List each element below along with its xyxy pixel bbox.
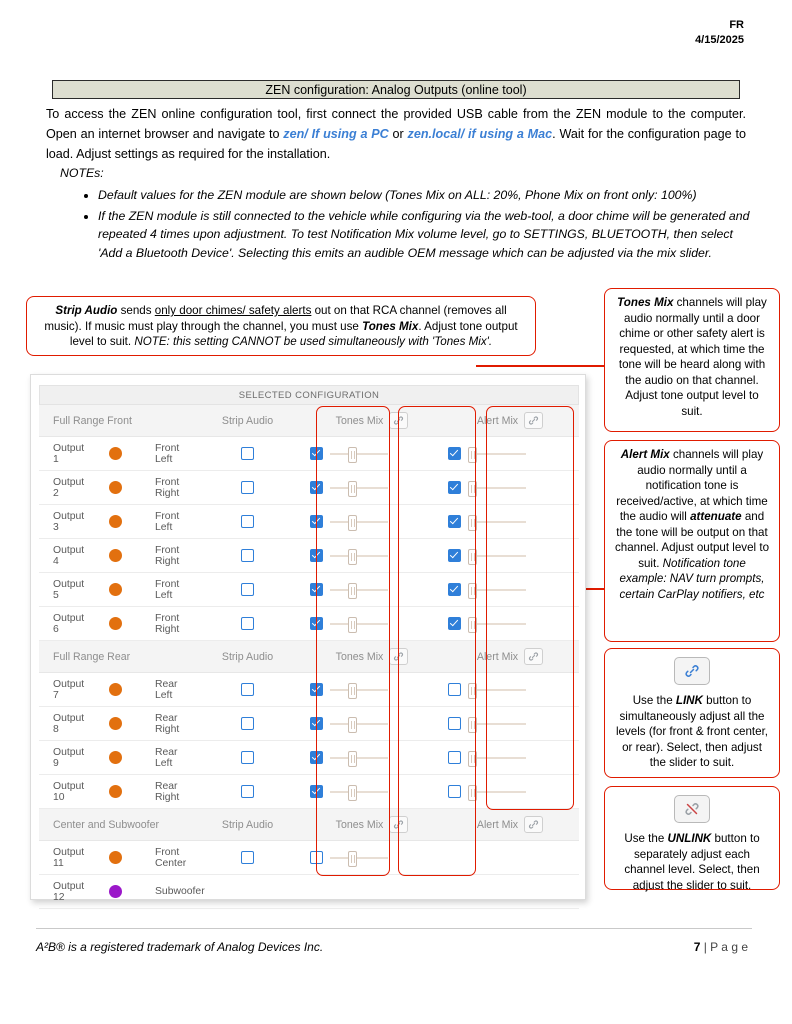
callout-unlink-text-a: Use the <box>624 832 668 845</box>
footer-page <box>694 940 748 954</box>
output-color-dot-cell <box>90 775 141 809</box>
slider-knob[interactable] <box>348 683 357 699</box>
mix-slider[interactable] <box>468 481 526 495</box>
strip-audio-checkbox[interactable] <box>241 583 254 596</box>
mix-slider[interactable] <box>468 447 526 461</box>
output-label: Front Center <box>141 841 192 875</box>
alert-mix-checkbox[interactable] <box>448 717 461 730</box>
header-date: 4/15/2025 <box>695 34 744 46</box>
output-name: Output 11 <box>39 841 90 875</box>
callout-strip-audio-note: NOTE: this setting CANNOT be used simultaneously with 'Tones Mix'. <box>134 335 493 348</box>
output-color-dot-cell <box>90 539 141 573</box>
group-header-row <box>39 405 579 437</box>
connector-tones <box>476 365 604 367</box>
callout-alert-mix-text-b: and the tone will be output on that channel. Adjust output level to suit. <box>614 510 770 570</box>
mix-slider[interactable] <box>468 515 526 529</box>
alert-link-toggle-icon[interactable] <box>524 648 543 665</box>
column-header-tones-mix: Tones Mix <box>303 641 441 673</box>
slider-knob[interactable] <box>348 447 357 463</box>
output-color-dot-cell <box>90 707 141 741</box>
strip-audio-checkbox[interactable] <box>241 447 254 460</box>
slider-knob[interactable] <box>468 617 477 633</box>
group-header-row <box>39 641 579 673</box>
column-header-alert-mix: Alert Mix <box>441 405 579 437</box>
output-name: Output 2 <box>39 471 90 505</box>
strip-audio-checkbox[interactable] <box>241 717 254 730</box>
link-mac[interactable]: zen.local/ if using a Mac <box>407 127 553 141</box>
tones-mix-checkbox[interactable] <box>310 851 323 864</box>
output-label: Rear Right <box>141 775 192 809</box>
column-header-tones-mix: Tones Mix <box>303 809 441 841</box>
mix-slider[interactable] <box>468 617 526 631</box>
strip-audio-cell <box>192 673 303 707</box>
tones-mix-checkbox[interactable] <box>310 751 323 764</box>
callout-strip-audio-name: Strip Audio <box>55 304 118 317</box>
mix-slider[interactable] <box>330 717 388 731</box>
alert-mix-cell <box>441 617 579 631</box>
strip-audio-checkbox[interactable] <box>241 549 254 562</box>
strip-audio-checkbox[interactable] <box>241 481 254 494</box>
notes-list <box>74 186 758 264</box>
callout-link-text-b: button to simultaneously adjust all the levels (for front & front center, or rear). Select, then adjust the slider to suit. <box>615 694 769 769</box>
output-name: Output 4 <box>39 539 90 573</box>
callout-strip-audio <box>26 296 536 356</box>
callout-unlink-name: UNLINK <box>667 832 712 845</box>
group-title: Full Range Front <box>39 405 192 437</box>
output-color-dot-cell <box>90 741 141 775</box>
strip-audio-checkbox[interactable] <box>241 515 254 528</box>
slider-knob[interactable] <box>348 785 357 801</box>
callout-link <box>604 648 780 778</box>
output-label: Front Left <box>141 437 192 471</box>
table-row <box>39 841 579 875</box>
output-color-dot <box>109 717 122 730</box>
mix-slider[interactable] <box>330 515 388 529</box>
mix-slider[interactable] <box>330 447 388 461</box>
mix-slider[interactable] <box>468 751 526 765</box>
output-label: Front Right <box>141 539 192 573</box>
intro-text-part1: To access the ZEN online configuration tool, first connect the provided USB cable from the ZEN module to the computer. Open an internet browser and navigate to <box>46 107 746 141</box>
column-header-alert-mix: Alert Mix <box>441 809 579 841</box>
output-color-dot-cell <box>90 841 141 875</box>
strip-audio-cell <box>192 875 303 909</box>
footer-trademark: A²B® is a registered trademark of Analog Devices Inc. <box>36 940 324 954</box>
alert-mix-cell <box>441 481 579 495</box>
output-color-dot-cell <box>90 673 141 707</box>
mix-slider[interactable] <box>468 785 526 799</box>
slider-knob[interactable] <box>348 515 357 531</box>
output-label: Rear Left <box>141 673 192 707</box>
slider-knob[interactable] <box>468 549 477 565</box>
tones-mix-cell <box>303 583 441 597</box>
slider-knob[interactable] <box>468 481 477 497</box>
strip-audio-checkbox[interactable] <box>241 785 254 798</box>
group-title: Full Range Rear <box>39 641 192 673</box>
mix-slider[interactable] <box>468 549 526 563</box>
output-color-dot-cell <box>90 437 141 471</box>
alert-mix-cell <box>441 447 579 461</box>
output-color-dot <box>109 583 122 596</box>
tones-mix-checkbox[interactable] <box>310 549 323 562</box>
alert-mix-cell <box>441 515 579 529</box>
strip-audio-cell <box>192 775 303 809</box>
slider-knob[interactable] <box>468 751 477 767</box>
column-header-strip-audio: Strip Audio <box>192 809 303 841</box>
output-label: Front Right <box>141 607 192 641</box>
footer-page-word: | P a g e <box>703 940 748 954</box>
output-color-dot-cell <box>90 875 141 909</box>
slider-track <box>330 689 388 691</box>
alert-link-toggle-icon[interactable] <box>524 816 543 833</box>
callout-tones-mix-name: Tones Mix <box>617 296 674 309</box>
callout-tones-mix <box>604 288 780 432</box>
tones-mix-cell <box>303 851 441 865</box>
callout-strip-audio-tones-mix: Tones Mix <box>362 319 419 333</box>
strip-audio-cell <box>192 471 303 505</box>
table-row <box>39 573 579 607</box>
callout-strip-audio-text-b: out on that RCA channel (removes all music). If music must play through the channel, you must use <box>44 304 507 333</box>
output-color-dot <box>109 549 122 562</box>
callout-link-text-a: Use the <box>632 694 676 707</box>
note-item: • Default values for the ZEN module are shown below (Tones Mix on ALL: 20%, Phone Mix on front only: 100%) <box>98 186 758 205</box>
slider-track <box>330 757 388 759</box>
tones-mix-checkbox[interactable] <box>310 515 323 528</box>
column-header-alert-mix: Alert Mix <box>441 641 579 673</box>
slider-track <box>330 723 388 725</box>
tones-link-toggle-icon[interactable] <box>389 412 408 429</box>
slider-knob[interactable] <box>348 851 357 867</box>
mix-slider[interactable] <box>468 717 526 731</box>
callout-alert-mix-text-a: channels will play audio normally until a notification tone is received/active, at which time the audio will <box>616 448 768 523</box>
output-name: Output 7 <box>39 673 90 707</box>
output-label: Rear Left <box>141 741 192 775</box>
tones-mix-cell <box>303 751 441 765</box>
output-name: Output 1 <box>39 437 90 471</box>
output-name: Output 5 <box>39 573 90 607</box>
alert-mix-checkbox[interactable] <box>448 515 461 528</box>
mix-slider[interactable] <box>330 617 388 631</box>
mix-slider[interactable] <box>330 751 388 765</box>
output-name: Output 8 <box>39 707 90 741</box>
mix-slider[interactable] <box>330 785 388 799</box>
tones-mix-cell <box>303 683 441 697</box>
tones-mix-cell <box>303 481 441 495</box>
tones-mix-cell <box>303 717 441 731</box>
mix-slider[interactable] <box>330 851 388 865</box>
tones-mix-cell <box>303 549 441 563</box>
table-row <box>39 437 579 471</box>
output-color-dot <box>109 851 122 864</box>
slider-track <box>330 555 388 557</box>
slider-track <box>330 623 388 625</box>
footer-divider <box>36 928 752 929</box>
strip-audio-cell <box>192 573 303 607</box>
output-label: Rear Right <box>141 707 192 741</box>
slider-knob[interactable] <box>348 751 357 767</box>
slider-knob[interactable] <box>468 515 477 531</box>
slider-knob[interactable] <box>348 617 357 633</box>
column-header-tones-mix: Tones Mix <box>303 405 441 437</box>
strip-audio-cell <box>192 539 303 573</box>
output-color-dot-cell <box>90 505 141 539</box>
slider-knob[interactable] <box>468 447 477 463</box>
alert-mix-checkbox[interactable] <box>448 785 461 798</box>
output-color-dot <box>109 481 122 494</box>
tones-mix-cell <box>303 617 441 631</box>
intro-text-between: or <box>388 127 408 141</box>
alert-mix-cell <box>441 717 579 731</box>
column-header-strip-audio: Strip Audio <box>192 641 303 673</box>
strip-audio-cell <box>192 841 303 875</box>
slider-track <box>330 453 388 455</box>
document-header <box>695 18 744 48</box>
slider-track <box>330 487 388 489</box>
column-header-strip-audio: Strip Audio <box>192 405 303 437</box>
intro-paragraph <box>46 104 746 164</box>
alert-mix-checkbox[interactable] <box>448 481 461 494</box>
output-label: Front Left <box>141 505 192 539</box>
link-pc[interactable]: zen/ If using a PC <box>283 127 389 141</box>
selected-configuration-header: SELECTED CONFIGURATION <box>39 385 579 405</box>
group-header-row <box>39 809 579 841</box>
callout-alert-mix-emph: attenuate <box>690 510 742 523</box>
slider-knob[interactable] <box>468 717 477 733</box>
slider-track <box>330 589 388 591</box>
tones-mix-checkbox[interactable] <box>310 683 323 696</box>
header-language: FR <box>729 19 744 31</box>
output-color-dot-cell <box>90 471 141 505</box>
slider-knob[interactable] <box>468 583 477 599</box>
tones-link-toggle-icon[interactable] <box>389 648 408 665</box>
output-label: Subwoofer <box>141 875 192 909</box>
callout-strip-audio-text-a: sends <box>117 304 155 317</box>
output-name: Output 9 <box>39 741 90 775</box>
slider-knob[interactable] <box>468 683 477 699</box>
table-row <box>39 539 579 573</box>
table-row <box>39 471 579 505</box>
output-color-dot-cell <box>90 607 141 641</box>
section-title-bar: ZEN configuration: Analog Outputs (online tool) <box>52 80 740 99</box>
tones-mix-checkbox[interactable] <box>310 481 323 494</box>
callout-alert-mix-name: Alert Mix <box>620 448 670 461</box>
slider-track <box>330 521 388 523</box>
unlink-icon <box>674 795 710 823</box>
output-color-dot <box>109 885 122 898</box>
outputs-table <box>39 405 579 909</box>
mix-slider[interactable] <box>330 481 388 495</box>
callout-alert-mix-example: Notification tone example: NAV turn prompts, certain CarPlay notifiers, etc <box>619 556 765 601</box>
alert-mix-checkbox[interactable] <box>448 583 461 596</box>
footer-page-number: 7 <box>693 940 701 954</box>
alert-link-toggle-icon[interactable] <box>524 412 543 429</box>
callout-strip-audio-underline: only door chimes/ safety alerts <box>154 304 312 317</box>
alert-mix-cell <box>441 583 579 597</box>
alert-mix-checkbox[interactable] <box>448 617 461 630</box>
output-color-dot <box>109 785 122 798</box>
slider-knob[interactable] <box>348 717 357 733</box>
slider-knob[interactable] <box>468 785 477 801</box>
table-row <box>39 741 579 775</box>
strip-audio-checkbox[interactable] <box>241 617 254 630</box>
output-color-dot <box>109 515 122 528</box>
tones-mix-checkbox[interactable] <box>310 785 323 798</box>
alert-mix-checkbox[interactable] <box>448 683 461 696</box>
output-label: Front Left <box>141 573 192 607</box>
callout-unlink <box>604 786 780 890</box>
strip-audio-cell <box>192 607 303 641</box>
table-row <box>39 875 579 909</box>
mix-slider[interactable] <box>330 683 388 697</box>
strip-audio-cell <box>192 741 303 775</box>
output-color-dot <box>109 751 122 764</box>
output-color-dot <box>109 447 122 460</box>
strip-audio-checkbox[interactable] <box>241 851 254 864</box>
callout-unlink-text-b: button to separately adjust each channel level. Select, then adjust the slider to suit. <box>624 832 760 892</box>
table-row <box>39 707 579 741</box>
mix-slider[interactable] <box>330 549 388 563</box>
output-name: Output 10 <box>39 775 90 809</box>
strip-audio-checkbox[interactable] <box>241 751 254 764</box>
table-row <box>39 673 579 707</box>
slider-knob[interactable] <box>348 481 357 497</box>
table-row <box>39 775 579 809</box>
slider-track <box>330 791 388 793</box>
alert-mix-cell <box>441 683 579 697</box>
group-title: Center and Subwoofer <box>39 809 192 841</box>
output-color-dot-cell <box>90 573 141 607</box>
alert-mix-cell <box>441 549 579 563</box>
mix-slider[interactable] <box>330 583 388 597</box>
strip-audio-cell <box>192 505 303 539</box>
mix-slider[interactable] <box>468 683 526 697</box>
alert-mix-checkbox[interactable] <box>448 549 461 562</box>
tones-mix-cell <box>303 785 441 799</box>
tones-mix-checkbox[interactable] <box>310 583 323 596</box>
table-row <box>39 505 579 539</box>
callout-alert-mix <box>604 440 780 642</box>
callout-strip-audio-text-c: . Adjust tone output level to suit. <box>69 319 518 348</box>
alert-mix-cell <box>441 751 579 765</box>
alert-mix-cell <box>441 785 579 799</box>
callout-tones-mix-text: channels will play audio normally until a door chime or other safety alert is requested, at which time the tone will be heard along with the audio on that channel. Adjust tone output level to suit. <box>618 296 767 418</box>
tones-mix-checkbox[interactable] <box>310 447 323 460</box>
tones-mix-checkbox[interactable] <box>310 717 323 730</box>
mix-slider[interactable] <box>468 583 526 597</box>
slider-track <box>330 857 388 859</box>
strip-audio-checkbox[interactable] <box>241 683 254 696</box>
tones-mix-cell <box>303 515 441 529</box>
tones-mix-checkbox[interactable] <box>310 617 323 630</box>
tones-link-toggle-icon[interactable] <box>389 816 408 833</box>
notes-label: NOTEs: <box>60 166 104 180</box>
slider-knob[interactable] <box>348 549 357 565</box>
alert-mix-checkbox[interactable] <box>448 447 461 460</box>
output-name: Output 3 <box>39 505 90 539</box>
strip-audio-cell <box>192 437 303 471</box>
callout-link-name: LINK <box>675 694 703 707</box>
output-color-dot <box>109 683 122 696</box>
strip-audio-cell <box>192 707 303 741</box>
output-label: Front Right <box>141 471 192 505</box>
alert-mix-checkbox[interactable] <box>448 751 461 764</box>
output-color-dot <box>109 617 122 630</box>
tones-mix-cell <box>303 447 441 461</box>
slider-knob[interactable] <box>348 583 357 599</box>
link-icon <box>674 657 710 685</box>
configuration-panel <box>30 374 586 903</box>
table-row <box>39 607 579 641</box>
output-name: Output 12 <box>39 875 90 909</box>
output-name: Output 6 <box>39 607 90 641</box>
note-item: • If the ZEN module is still connected to the vehicle while configuring via the web-tool, a door chime will be generated and repeated 4 times upon adjustment. To test Notification Mix volume level, go to SETTINGS, BLUETOOTH, then select 'Add a Bluetooth Device'. Selecting this emits an audible OEM message which can be adjusted via the mix slider. <box>98 207 758 263</box>
intro-text-part2: . Wait for the configuration page to load. Adjust settings as required for the installation. <box>46 127 746 161</box>
